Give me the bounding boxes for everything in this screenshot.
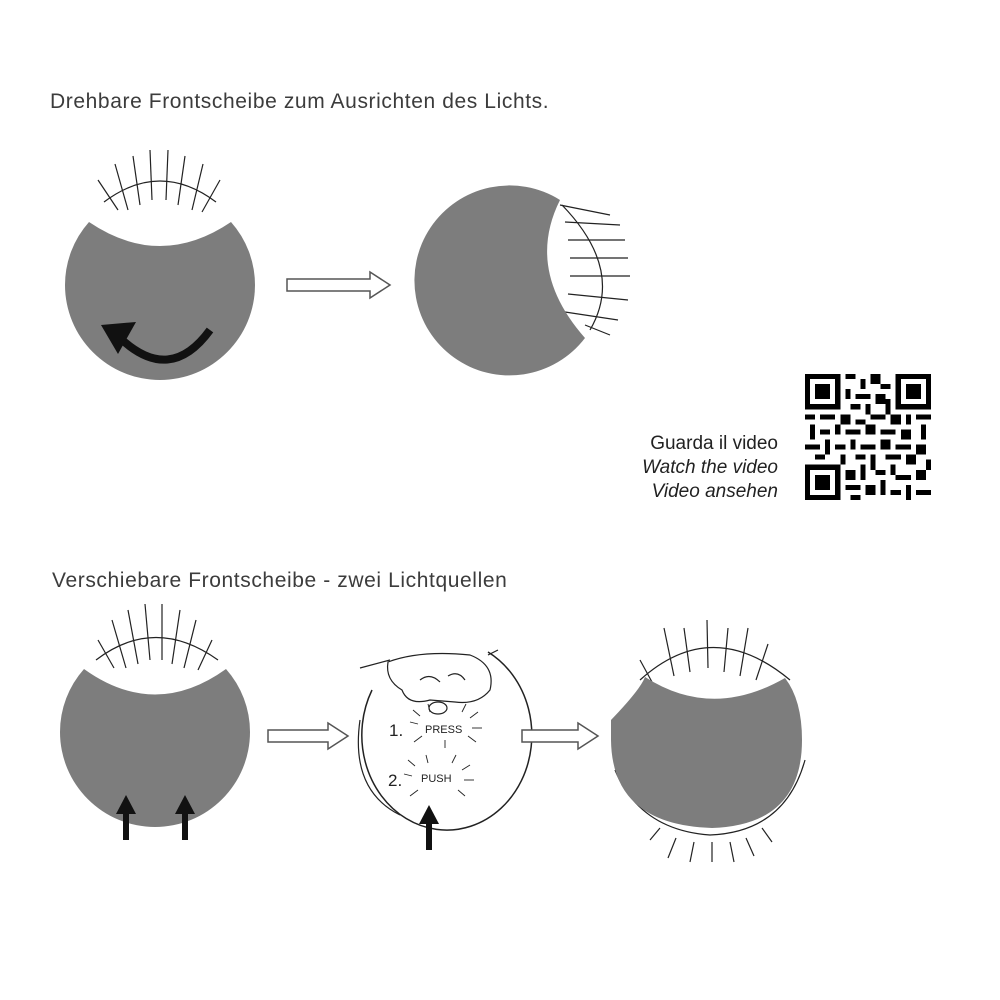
light-rays-top — [96, 604, 218, 670]
light-rays-top — [98, 150, 220, 212]
step-2-number: 2. — [388, 771, 403, 790]
video-caption — [642, 432, 778, 504]
press-push-illustration — [358, 650, 531, 850]
light-rays-bottom — [650, 828, 772, 862]
video-caption-de: Video ansehen — [651, 481, 778, 502]
light-rays-right — [560, 205, 630, 335]
disc-body — [414, 185, 585, 375]
lamp-slidable-start — [60, 604, 250, 840]
heading-rotatable-disc: Drehbare Frontscheibe zum Ausrichten des Lichts. — [50, 90, 550, 113]
video-caption-it: Guarda il video — [650, 433, 778, 454]
lamp-rotated-right-open — [414, 185, 630, 375]
arrow-right-icon — [522, 723, 598, 749]
step-1-number: 1. — [389, 721, 404, 740]
disc-body — [611, 677, 802, 828]
disc-body — [60, 669, 250, 827]
heading-slidable-disc: Verschiebare Frontscheibe - zwei Lichtquellen — [52, 569, 508, 592]
step-1-label: PRESS — [425, 724, 463, 736]
step-2-label: PUSH — [421, 773, 452, 785]
video-caption-en: Watch the video — [642, 457, 778, 478]
lamp-slid-two-light-sources — [611, 620, 805, 862]
lamp-rotatable-top-open — [65, 150, 255, 380]
qr-code-icon[interactable] — [805, 374, 931, 500]
arrow-right-icon — [287, 272, 390, 298]
light-rays-top — [640, 620, 790, 682]
arrow-right-icon — [268, 723, 348, 749]
